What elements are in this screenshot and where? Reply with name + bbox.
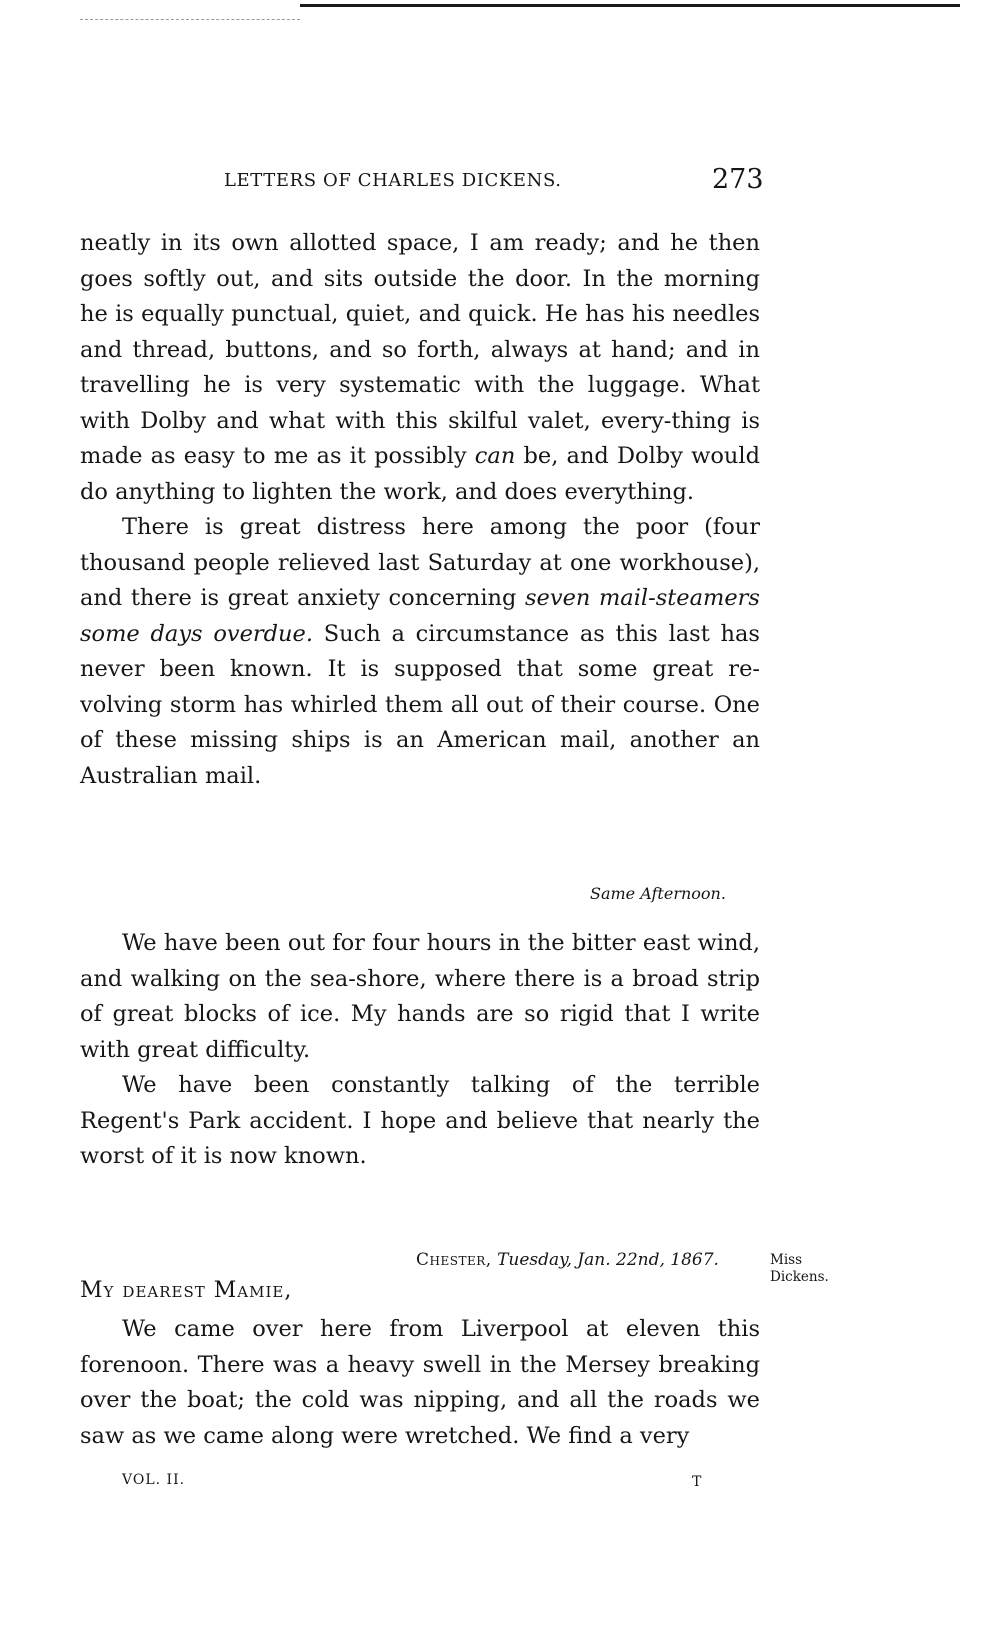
paragraph-distress xyxy=(80,510,760,794)
paragraph-text: be, and Dolby would do anything to lighten the work, and does everything. xyxy=(80,443,760,505)
running-head: LETTERS OF CHARLES DICKENS. xyxy=(224,170,562,191)
gathering-signature: T xyxy=(692,1474,702,1490)
side-note-line: Miss xyxy=(770,1252,802,1268)
volume-signature: VOL. II. xyxy=(122,1472,186,1488)
paragraph-liverpool: We came over here from Liverpool at eleven this forenoon. There was a heavy swell in the Mersey breaking over the boat; the cold was nipping, and all the roads we saw as we came along were wretched. We find a very xyxy=(80,1316,760,1449)
paragraph-continued xyxy=(80,226,760,510)
recipient-side-note xyxy=(770,1252,829,1286)
emphasis-text: can xyxy=(474,443,516,469)
page-number: 273 xyxy=(712,164,764,195)
salutation: My dearest Mamie, xyxy=(80,1278,293,1303)
body-text-top xyxy=(80,226,760,794)
scan-artifact-line xyxy=(80,19,300,21)
body-text-afternoon xyxy=(80,926,760,1175)
side-note-line: Dickens. xyxy=(770,1269,829,1285)
letter-heading xyxy=(416,1250,719,1270)
dateline-same-afternoon: Same Afternoon. xyxy=(590,884,726,903)
letter-place: Chester, xyxy=(416,1250,492,1270)
paragraph-text: neatly in its own allotted space, I am ready; and he then goes softly out, and sits outside the door. In the morning he is equally punctual, quiet, and quick. He has his needles and thread, buttons, and so forth, always at hand; and in travelling he is very systematic with the luggage. What with Dolby and what with this skilful valet, every-thing is made as easy to me as it possibly xyxy=(80,230,760,469)
paragraph-text: There is great distress here among the poor (four thousand people relieved last Saturday at one workhouse), and there is great anxiety concerning xyxy=(80,514,760,611)
emphasis-text: seven mail-steamers some days overdue. xyxy=(80,585,760,647)
body-text-letter xyxy=(80,1312,760,1454)
paragraph-east-wind: We have been out for four hours in the bitter east wind, and walking on the sea-shore, where there is a broad strip of great blocks of ice. My hands are so rigid that I write with great difficulty. xyxy=(80,930,760,1063)
paragraph-regents-park: We have been constantly talking of the terrible Regent's Park accident. I hope and believe that nearly the worst of it is now known. xyxy=(80,1072,760,1169)
scan-border-line xyxy=(300,4,960,7)
letter-date: Tuesday, Jan. 22nd, 1867. xyxy=(497,1250,719,1270)
paragraph-text: Such a circumstance as this last has never been known. It is supposed that some great re-volving storm has whirled them all out of their course. One of these missing ships is an American mail, another an Australian mail. xyxy=(80,620,760,789)
